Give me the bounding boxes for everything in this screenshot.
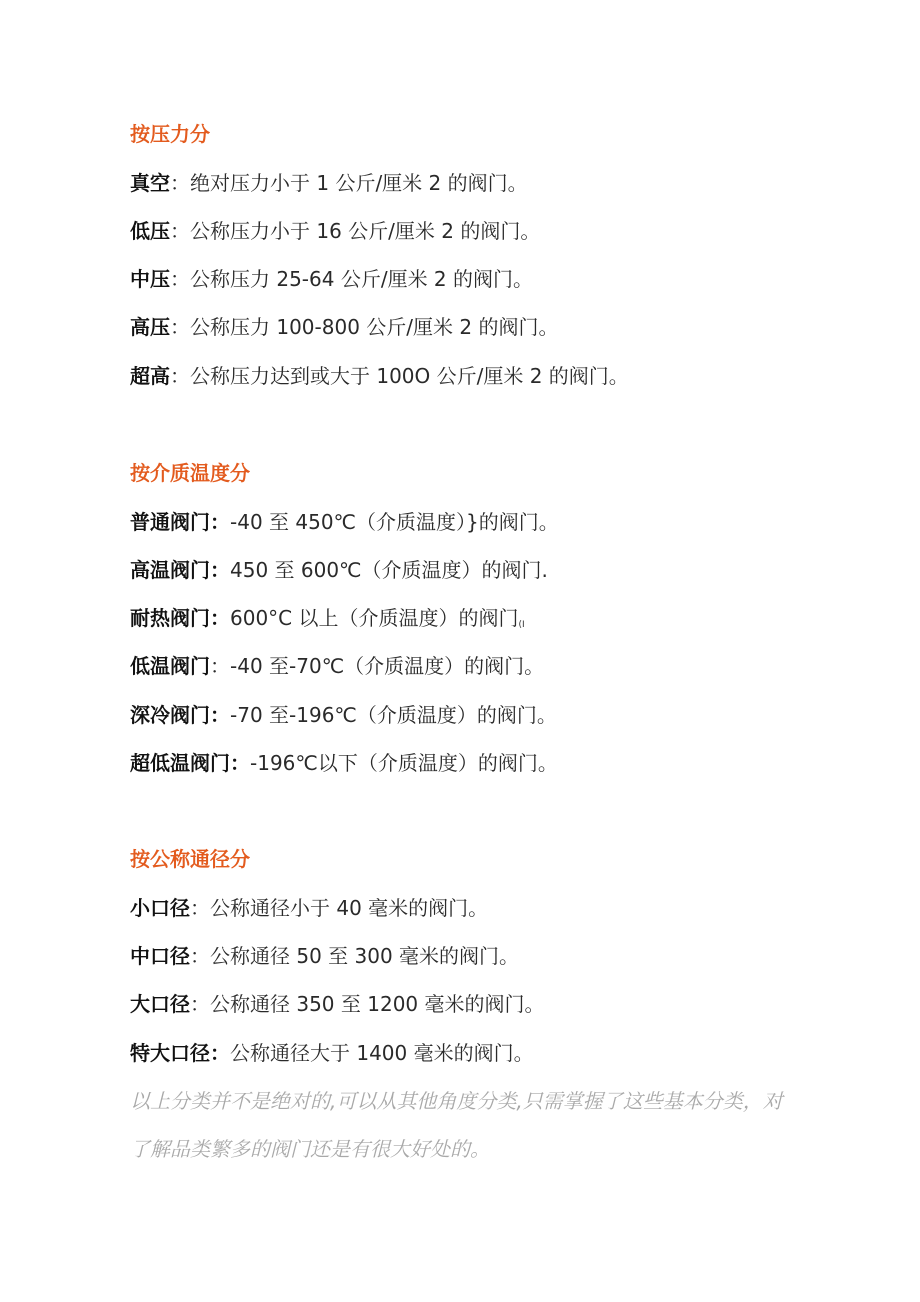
list-item xyxy=(130,1039,534,1067)
item-tail-mark: (I xyxy=(518,620,525,630)
list-item xyxy=(130,604,525,639)
item-term: 超低温阀门： xyxy=(130,751,250,775)
item-term: 高温阀门： xyxy=(130,558,230,582)
item-term: 大口径 xyxy=(130,992,190,1016)
list-item xyxy=(130,508,559,536)
item-term: 耐热阀门： xyxy=(130,606,230,630)
list-item xyxy=(130,942,519,970)
item-description: -70 至-196℃（介质温度）的阀门。 xyxy=(230,703,557,727)
item-description: 600°C 以上（介质温度）的阀门 xyxy=(230,606,519,630)
item-description: 公称压力小于 16 公斤/厘米 2 的阀门。 xyxy=(190,219,541,243)
item-term: 真空 xyxy=(130,171,170,195)
item-description: 公称通径小于 40 毫米的阀门。 xyxy=(210,896,489,920)
list-item xyxy=(130,990,545,1018)
list-item xyxy=(130,313,558,341)
item-separator: ： xyxy=(190,992,210,1016)
item-term: 超高 xyxy=(130,364,170,388)
list-item xyxy=(130,749,558,777)
item-separator: ： xyxy=(170,315,190,339)
list-item xyxy=(130,362,629,390)
section-heading-diameter: 按公称通径分 xyxy=(130,847,250,871)
section-heading-pressure: 按压力分 xyxy=(130,122,210,146)
item-separator: ： xyxy=(170,364,190,388)
item-term: 中压 xyxy=(130,267,170,291)
item-description: 公称压力 100-800 公斤/厘米 2 的阀门。 xyxy=(190,315,559,339)
list-item xyxy=(130,265,533,293)
item-description: 公称压力达到或大于 100O 公斤/厘米 2 的阀门。 xyxy=(190,364,629,388)
item-term: 高压 xyxy=(130,315,170,339)
item-term: 普通阀门： xyxy=(130,510,230,534)
item-term: 中口径 xyxy=(130,944,190,968)
item-separator: ： xyxy=(210,654,230,678)
item-description: 公称通径大于 1400 毫米的阀门。 xyxy=(230,1041,534,1065)
item-description: 公称压力 25-64 公斤/厘米 2 的阀门。 xyxy=(190,267,534,291)
item-description: 公称通径 50 至 300 毫米的阀门。 xyxy=(210,944,520,968)
closing-note: 以上分类并不是绝对的,可以从其他角度分类,只需掌握了这些基本分类，对了解品类繁多的阀门还是有很大好处的。 xyxy=(130,1089,783,1161)
list-item xyxy=(130,169,528,197)
item-term: 低温阀门 xyxy=(130,654,210,678)
item-term: 深冷阀门： xyxy=(130,703,230,727)
item-term: 低压 xyxy=(130,219,170,243)
item-description: 公称通径 350 至 1200 毫米的阀门。 xyxy=(210,992,545,1016)
list-item xyxy=(130,556,548,584)
list-item xyxy=(130,652,544,680)
list-item xyxy=(130,217,540,245)
item-description: -40 至-70℃（介质温度）的阀门。 xyxy=(230,654,545,678)
list-item xyxy=(130,894,488,922)
item-separator: ： xyxy=(190,896,210,920)
item-description: -196℃以下（介质温度）的阀门。 xyxy=(250,751,558,775)
item-description: -40 至 450℃（介质温度）}的阀门。 xyxy=(230,510,559,534)
item-description: 绝对压力小于 1 公斤/厘米 2 的阀门。 xyxy=(190,171,528,195)
item-description: 450 至 600℃（介质温度）的阀门. xyxy=(230,558,548,582)
item-term: 特大口径： xyxy=(130,1041,230,1065)
item-separator: ： xyxy=(190,944,210,968)
item-separator: ： xyxy=(170,267,190,291)
item-separator: ： xyxy=(170,219,190,243)
list-item xyxy=(130,701,557,729)
item-separator: ： xyxy=(170,171,190,195)
item-term: 小口径 xyxy=(130,896,190,920)
section-heading-temperature: 按介质温度分 xyxy=(130,461,250,485)
